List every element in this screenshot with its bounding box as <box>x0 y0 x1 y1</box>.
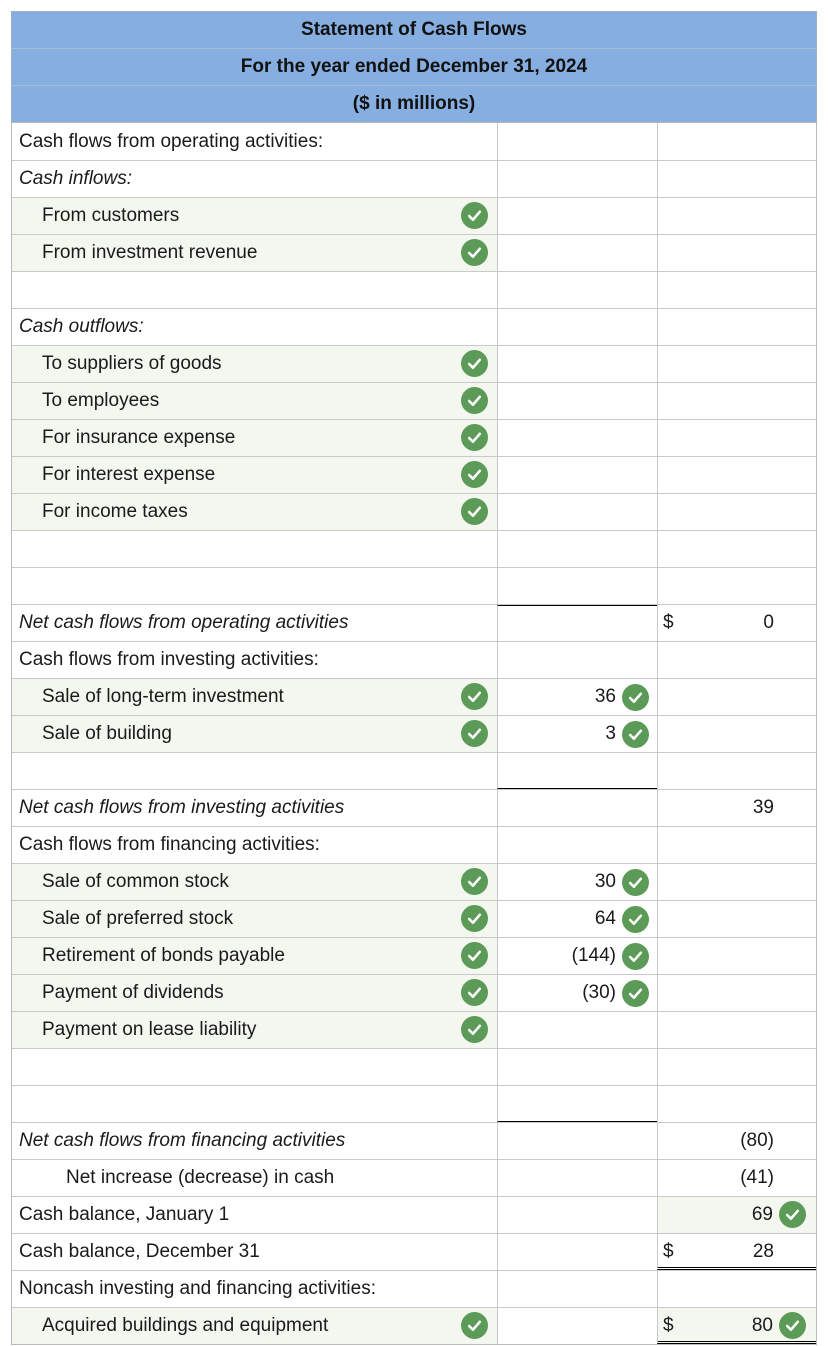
amount-cell[interactable] <box>497 790 657 826</box>
label-dropdown[interactable] <box>12 494 497 530</box>
statement-period: For the year ended December 31, 2024 <box>11 48 817 85</box>
amount-cell[interactable] <box>497 235 657 271</box>
total-cell[interactable] <box>657 679 816 715</box>
total-cell[interactable] <box>657 494 816 530</box>
total-cell[interactable] <box>657 642 816 678</box>
total-cell[interactable] <box>657 1123 816 1159</box>
total-cell[interactable] <box>657 198 816 234</box>
check-circle-icon <box>461 202 488 229</box>
amount-value: (144) <box>571 945 616 966</box>
total-cell[interactable] <box>657 568 816 604</box>
amount-cell[interactable] <box>497 420 657 456</box>
amount-cell[interactable] <box>497 161 657 197</box>
total-value: (80) <box>740 1130 774 1151</box>
row-label: Retirement of bonds payable <box>42 945 285 966</box>
row-label: Net cash flows from investing activities <box>19 797 345 818</box>
table-row <box>12 1270 816 1307</box>
row-label: Net increase (decrease) in cash <box>66 1167 335 1188</box>
row-label: For interest expense <box>42 464 216 485</box>
check-circle-icon <box>779 1312 806 1339</box>
label-dropdown[interactable] <box>12 235 497 271</box>
table-row <box>12 419 816 456</box>
amount-cell[interactable] <box>497 1234 657 1270</box>
total-cell[interactable] <box>657 309 816 345</box>
statement-grid <box>11 122 817 1345</box>
amount-cell[interactable] <box>497 568 657 604</box>
amount-value: 36 <box>594 686 616 707</box>
total-cell[interactable] <box>657 1308 816 1344</box>
check-circle-icon <box>461 387 488 414</box>
check-circle-icon <box>461 720 488 747</box>
row-label: Cash flows from investing activities: <box>19 649 319 670</box>
row-label: Cash inflows: <box>19 168 132 189</box>
amount-cell[interactable] <box>497 1012 657 1048</box>
row-label: Noncash investing and financing activities: <box>19 1278 376 1299</box>
table-row <box>12 1159 816 1196</box>
total-value: 80 <box>751 1315 773 1336</box>
label-dropdown[interactable] <box>12 568 497 604</box>
table-row <box>12 974 816 1011</box>
check-circle-icon <box>779 1201 806 1228</box>
total-value: 39 <box>752 797 774 818</box>
table-row <box>12 789 816 826</box>
table-row <box>12 493 816 530</box>
table-row <box>12 641 816 678</box>
total-cell[interactable] <box>657 1234 816 1270</box>
row-label: From customers <box>42 205 180 226</box>
check-circle-icon <box>461 1016 488 1043</box>
statement-units: ($ in millions) <box>11 85 817 122</box>
row-label: Acquired buildings and equipment <box>42 1315 329 1336</box>
amount-cell[interactable] <box>497 864 657 900</box>
table-row <box>12 456 816 493</box>
row-label: Payment of dividends <box>42 982 224 1003</box>
amount-cell[interactable] <box>497 123 657 160</box>
label-dropdown[interactable] <box>12 864 497 900</box>
amount-cell[interactable] <box>497 716 657 752</box>
label-dropdown[interactable] <box>12 716 497 752</box>
amount-value: 3 <box>605 723 616 744</box>
label-dropdown[interactable] <box>12 457 497 493</box>
label-dropdown[interactable] <box>12 1049 497 1085</box>
row-label: Sale of preferred stock <box>42 908 234 929</box>
row-label: For income taxes <box>42 501 188 522</box>
check-circle-icon <box>622 684 649 711</box>
total-cell[interactable] <box>657 383 816 419</box>
label-dropdown[interactable] <box>12 1086 497 1122</box>
amount-cell[interactable] <box>497 1123 657 1159</box>
check-circle-icon <box>461 461 488 488</box>
table-row <box>12 1196 816 1233</box>
table-row <box>12 1233 816 1270</box>
dollar-sign: $ <box>663 1241 674 1262</box>
check-circle-icon <box>622 721 649 748</box>
total-cell[interactable] <box>657 1012 816 1048</box>
row-label: Cash flows from financing activities: <box>19 834 320 855</box>
dollar-sign: $ <box>663 612 674 633</box>
check-circle-icon <box>461 942 488 969</box>
row-label: Sale of long-term investment <box>42 686 284 707</box>
row-label: Sale of common stock <box>42 871 229 892</box>
total-cell[interactable] <box>657 1049 816 1085</box>
amount-cell[interactable] <box>497 1160 657 1196</box>
amount-cell[interactable] <box>497 975 657 1011</box>
label-dropdown[interactable] <box>12 1308 497 1344</box>
label-dropdown[interactable] <box>12 938 497 974</box>
total-cell[interactable] <box>657 901 816 937</box>
table-row <box>12 1085 816 1122</box>
amount-cell[interactable] <box>497 457 657 493</box>
total-cell[interactable] <box>657 420 816 456</box>
table-row <box>12 900 816 937</box>
table-row <box>12 826 816 863</box>
table-row <box>12 604 816 641</box>
total-cell[interactable] <box>657 938 816 974</box>
amount-cell[interactable] <box>497 531 657 567</box>
total-cell[interactable] <box>657 346 816 382</box>
amount-cell[interactable] <box>497 1271 657 1307</box>
table-row <box>12 160 816 197</box>
label-dropdown[interactable] <box>12 272 497 308</box>
label-dropdown[interactable] <box>12 1012 497 1048</box>
table-row <box>12 530 816 567</box>
row-label: Payment on lease liability <box>42 1019 257 1040</box>
total-cell[interactable] <box>657 864 816 900</box>
cash-flow-statement <box>11 11 817 1345</box>
check-circle-icon <box>461 239 488 266</box>
check-circle-icon <box>461 905 488 932</box>
table-row <box>12 234 816 271</box>
check-circle-icon <box>461 868 488 895</box>
amount-cell[interactable] <box>497 642 657 678</box>
amount-cell[interactable] <box>497 494 657 530</box>
row-label: Net cash flows from financing activities <box>19 1130 346 1151</box>
amount-cell[interactable] <box>497 679 657 715</box>
check-circle-icon <box>461 350 488 377</box>
check-circle-icon <box>461 979 488 1006</box>
amount-cell[interactable] <box>497 901 657 937</box>
amount-cell[interactable] <box>497 827 657 863</box>
label-dropdown[interactable] <box>12 679 497 715</box>
row-label: Sale of building <box>42 723 172 744</box>
table-row <box>12 271 816 308</box>
table-row <box>12 123 816 160</box>
amount-cell[interactable] <box>497 1197 657 1233</box>
label-dropdown[interactable] <box>12 420 497 456</box>
total-cell[interactable] <box>657 531 816 567</box>
amount-cell[interactable] <box>497 938 657 974</box>
check-circle-icon <box>461 1312 488 1339</box>
check-circle-icon <box>622 943 649 970</box>
dollar-sign: $ <box>663 1315 674 1336</box>
amount-value: (30) <box>582 982 616 1003</box>
total-value: (41) <box>740 1167 774 1188</box>
amount-cell[interactable] <box>497 272 657 308</box>
label-dropdown[interactable] <box>12 346 497 382</box>
table-row <box>12 715 816 752</box>
row-label: Cash flows from operating activities: <box>19 130 324 152</box>
check-circle-icon <box>622 980 649 1007</box>
table-row <box>12 863 816 900</box>
table-row <box>12 197 816 234</box>
amount-cell[interactable] <box>497 1086 657 1122</box>
row-label: Cash balance, December 31 <box>19 1241 260 1262</box>
table-row <box>12 567 816 604</box>
table-row <box>12 1122 816 1159</box>
total-cell[interactable] <box>657 1160 816 1196</box>
label-dropdown[interactable] <box>12 383 497 419</box>
row-label: Net cash flows from operating activities <box>19 612 349 633</box>
total-cell[interactable] <box>657 272 816 308</box>
check-circle-icon <box>461 683 488 710</box>
label-dropdown[interactable] <box>12 753 497 789</box>
row-label: From investment revenue <box>42 242 258 263</box>
row-label: Cash balance, January 1 <box>19 1204 230 1225</box>
amount-cell[interactable] <box>497 753 657 789</box>
row-label: Cash outflows: <box>19 316 144 337</box>
table-row <box>12 308 816 345</box>
total-cell[interactable] <box>657 1197 816 1233</box>
total-cell[interactable] <box>657 457 816 493</box>
label-dropdown[interactable] <box>12 531 497 567</box>
amount-cell[interactable] <box>497 1049 657 1085</box>
check-circle-icon <box>622 906 649 933</box>
amount-cell[interactable] <box>497 383 657 419</box>
total-cell[interactable] <box>657 123 816 160</box>
check-circle-icon <box>622 869 649 896</box>
total-cell[interactable] <box>657 161 816 197</box>
total-cell[interactable] <box>657 716 816 752</box>
table-row <box>12 382 816 419</box>
row-label: To employees <box>42 390 160 411</box>
table-row <box>12 1048 816 1085</box>
label-dropdown[interactable] <box>12 975 497 1011</box>
table-row <box>12 1011 816 1048</box>
label-dropdown[interactable] <box>12 901 497 937</box>
total-cell[interactable] <box>657 827 816 863</box>
total-value: 69 <box>751 1204 773 1225</box>
total-value: 0 <box>763 612 774 633</box>
total-cell[interactable] <box>657 235 816 271</box>
table-row <box>12 678 816 715</box>
amount-value: 30 <box>594 871 616 892</box>
total-cell[interactable] <box>657 753 816 789</box>
table-row <box>12 752 816 789</box>
amount-cell[interactable] <box>497 1308 657 1344</box>
total-cell[interactable] <box>657 975 816 1011</box>
amount-cell[interactable] <box>497 309 657 345</box>
total-cell[interactable] <box>657 605 816 641</box>
table-row <box>12 345 816 382</box>
check-circle-icon <box>461 498 488 525</box>
row-label: To suppliers of goods <box>42 353 222 374</box>
row-label: For insurance expense <box>42 427 236 448</box>
statement-title: Statement of Cash Flows <box>11 11 817 48</box>
amount-cell[interactable] <box>497 346 657 382</box>
total-cell[interactable] <box>657 790 816 826</box>
total-cell[interactable] <box>657 1086 816 1122</box>
label-dropdown[interactable] <box>12 198 497 234</box>
amount-cell[interactable] <box>497 198 657 234</box>
check-circle-icon <box>461 424 488 451</box>
table-row <box>12 937 816 974</box>
amount-value: 64 <box>594 908 616 929</box>
amount-cell[interactable] <box>497 605 657 641</box>
total-cell[interactable] <box>657 1271 816 1307</box>
total-value: 28 <box>752 1241 774 1262</box>
table-row <box>12 1307 816 1344</box>
